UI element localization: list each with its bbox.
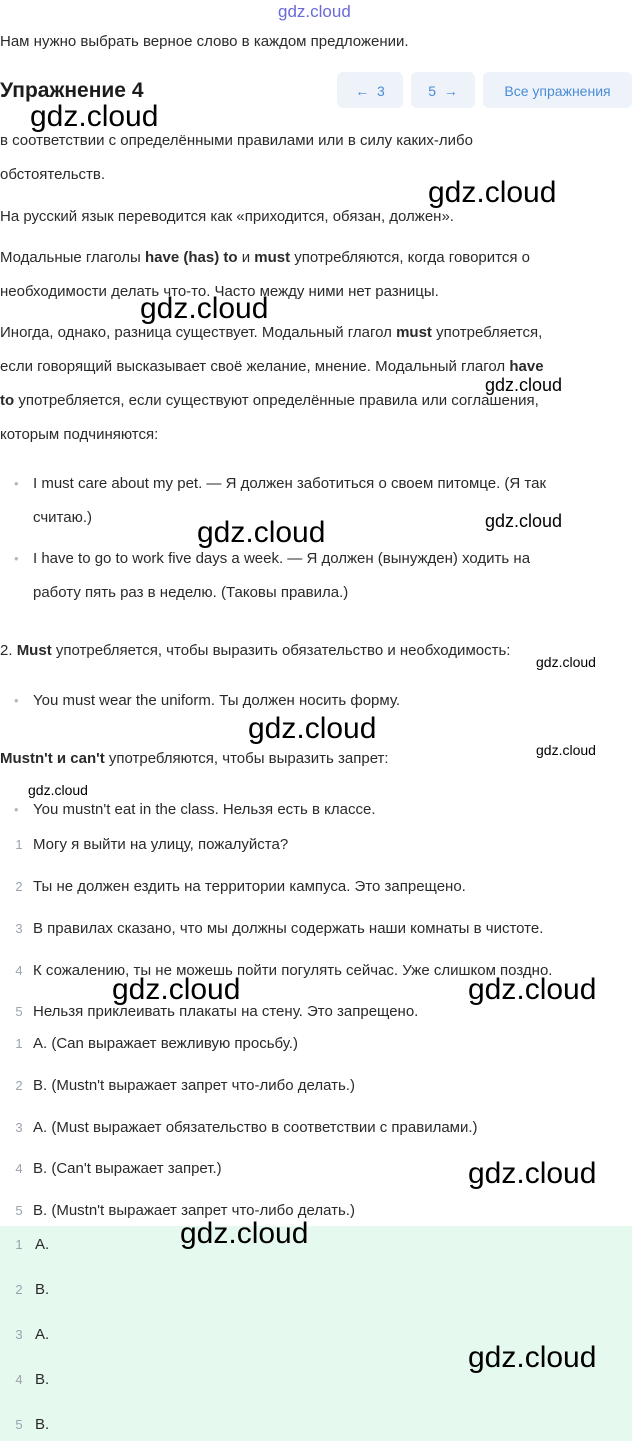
explanation-number: 5 xyxy=(15,1203,23,1218)
watermark: gdz.cloud xyxy=(140,292,269,325)
answer-text: B. xyxy=(35,1281,50,1298)
theory-line: если говорящий высказывает своё желание, мнение. Модальный глагол have xyxy=(0,358,544,375)
sentence-text: В правилах сказано, что мы должны содержать наши комнаты в чистоте. xyxy=(33,920,544,937)
bullet-text: You must wear the uniform. Ты должен носить форму. xyxy=(33,692,401,709)
sentence-text: Могу я выйти на улицу, пожалуйста? xyxy=(33,836,289,853)
bullet-dot: • xyxy=(14,802,19,817)
answer-number: 2 xyxy=(15,1282,23,1297)
explanation-text: A. (Can выражает вежливую просьбу.) xyxy=(33,1035,298,1052)
watermark: gdz.cloud xyxy=(468,973,597,1006)
bullet-dot: • xyxy=(14,693,19,708)
bullet-text: I have to go to work five days a week. — Я должен (вынужден) ходить на xyxy=(33,550,531,567)
theory-line: Mustn't и can't употребляются, чтобы выразить запрет: xyxy=(0,750,389,767)
answer-text: B. xyxy=(35,1371,50,1388)
watermark: gdz.cloud xyxy=(197,516,326,549)
explanation-text: B. (Can't выражает запрет.) xyxy=(33,1160,222,1177)
next-exercise-button[interactable]: 5 → xyxy=(411,72,475,108)
answer-number: 1 xyxy=(15,1237,23,1252)
explanation-text: B. (Mustn't выражает запрет что-либо делать.) xyxy=(33,1202,355,1219)
answer-number: 4 xyxy=(15,1372,23,1387)
intro-text: Нам нужно выбрать верное слово в каждом предложении. xyxy=(0,33,409,50)
watermark: gdz.cloud xyxy=(30,100,159,133)
theory-line: в соответствии с определёнными правилами или в силу каких-либо xyxy=(0,132,473,149)
prev-exercise-button[interactable]: ← 3 xyxy=(337,72,403,108)
answer-number: 5 xyxy=(15,1417,23,1432)
sentence-text: К сожалению, ты не можешь пойти погулять сейчас. Уже слишком поздно. xyxy=(33,962,553,979)
theory-line: которым подчиняются: xyxy=(0,426,159,443)
answer-text: A. xyxy=(35,1326,50,1343)
top-watermark: gdz.cloud xyxy=(278,2,351,21)
explanation-number: 4 xyxy=(15,1161,23,1176)
bullet-text: I must care about my pet. — Я должен заботиться о своем питомце. (Я так xyxy=(33,475,547,492)
watermark: gdz.cloud xyxy=(485,511,563,531)
watermark: gdz.cloud xyxy=(536,654,596,670)
sentence-number: 2 xyxy=(15,879,23,894)
sentence-text: Ты не должен ездить на территории кампуса. Это запрещено. xyxy=(33,878,466,895)
sentence-number: 3 xyxy=(15,921,23,936)
arrow-left-icon: ← xyxy=(355,83,370,99)
explanation-text: B. (Mustn't выражает запрет что-либо делать.) xyxy=(33,1077,355,1094)
watermark: gdz.cloud xyxy=(248,712,377,745)
sentence-number: 1 xyxy=(15,837,23,852)
explanation-number: 1 xyxy=(15,1036,23,1051)
answer-text: A. xyxy=(35,1236,50,1253)
arrow-right-icon: → xyxy=(443,83,458,99)
theory-line: 2. Must употребляется, чтобы выразить обязательство и необходимость: xyxy=(0,642,511,659)
bullet-dot: • xyxy=(14,551,19,566)
answer-text: B. xyxy=(35,1416,50,1433)
watermark: gdz.cloud xyxy=(28,782,88,798)
theory-line: Иногда, однако, разница существует. Модальный глагол must употребляется, xyxy=(0,324,543,341)
bullet-text: You mustn't eat in the class. Нельзя есть в классе. xyxy=(33,801,376,818)
bullet-text: считаю.) xyxy=(33,509,92,526)
watermark: gdz.cloud xyxy=(468,1157,597,1190)
sentence-number: 4 xyxy=(15,963,23,978)
watermark: gdz.cloud xyxy=(485,375,563,395)
bullet-dot: • xyxy=(14,476,19,491)
explanation-number: 2 xyxy=(15,1078,23,1093)
theory-line: На русский язык переводится как «приходится, обязан, должен». xyxy=(0,208,454,225)
watermark: gdz.cloud xyxy=(112,973,241,1006)
all-exercises-button[interactable]: Все упражнения xyxy=(483,72,632,108)
answer-box xyxy=(0,1226,632,1441)
theory-line: Модальные глаголы have (has) to и must употребляются, когда говорится о xyxy=(0,249,530,266)
bullet-text: работу пять раз в неделю. (Таковы правила.) xyxy=(33,584,349,601)
theory-line: обстоятельств. xyxy=(0,166,106,183)
sentence-text: Нельзя приклеивать плакаты на стену. Это запрещено. xyxy=(33,1003,419,1020)
sentence-number: 5 xyxy=(15,1004,23,1019)
watermark: gdz.cloud xyxy=(180,1217,309,1250)
watermark: gdz.cloud xyxy=(428,176,557,209)
explanation-text: A. (Must выражает обязательство в соответствии с правилами.) xyxy=(33,1119,478,1136)
watermark: gdz.cloud xyxy=(468,1341,597,1374)
theory-line: to употребляется, если существуют определённые правила или соглашения, xyxy=(0,392,539,409)
theory-line: необходимости делать что-то. Часто между ними нет разницы. xyxy=(0,283,439,300)
answer-number: 3 xyxy=(15,1327,23,1342)
explanation-number: 3 xyxy=(15,1120,23,1135)
exercise-title: Упражнение 4 xyxy=(0,79,144,102)
watermark: gdz.cloud xyxy=(536,742,596,758)
